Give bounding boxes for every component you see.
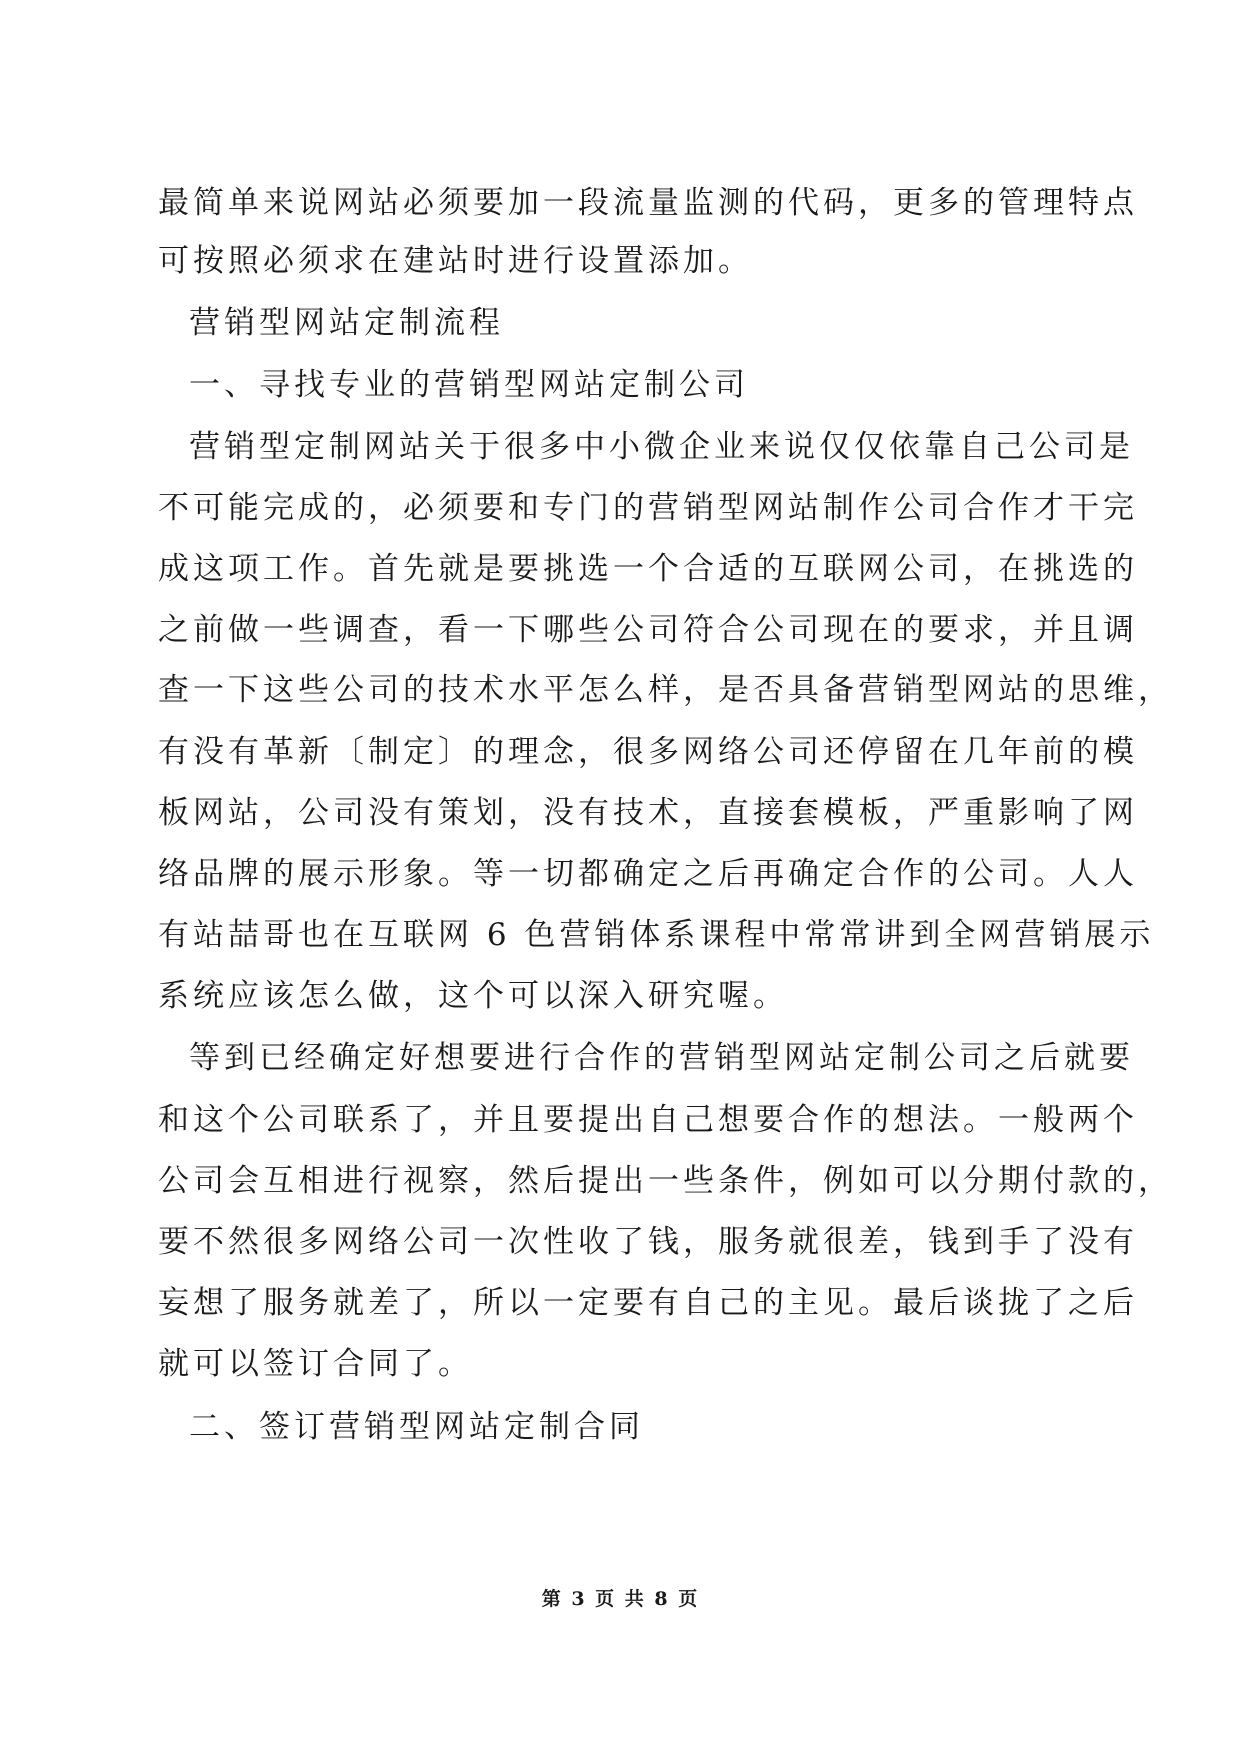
- text-line: 公司会互相进行视察，然后提出一些条件，例如可以分期付款的，: [158, 1163, 1173, 1199]
- text-line: 最简单来说网站必须要加一段流量监测的代码，更多的管理特点: [158, 185, 1138, 221]
- section-heading: 一、寻找专业的营销型网站定制公司: [189, 367, 749, 403]
- text-line: 就可以签订合同了。: [158, 1346, 473, 1382]
- section-heading: 营销型网站定制流程: [189, 305, 504, 341]
- text-line: 系统应该怎么做，这个可以深入研究喔。: [158, 978, 788, 1014]
- text-line: 查一下这些公司的技术水平怎么样，是否具备营销型网站的思维，: [158, 672, 1173, 708]
- text-line: 可按照必须求在建站时进行设置添加。: [158, 243, 753, 279]
- text-line: 和这个公司联系了，并且要提出自己想要合作的想法。一般两个: [158, 1102, 1138, 1138]
- text-line: 有站喆哥也在互联网 6 色营销体系课程中常常讲到全网营销展示: [158, 917, 1155, 953]
- text-line: 要不然很多网络公司一次性收了钱，服务就很差，钱到手了没有: [158, 1224, 1138, 1260]
- text-line: 妄想了服务就差了，所以一定要有自己的主见。最后谈拢了之后: [158, 1285, 1138, 1321]
- text-line: 营销型定制网站关于很多中小微企业来说仅仅依靠自己公司是: [189, 429, 1134, 465]
- text-line: 成这项工作。首先就是要挑选一个合适的互联网公司，在挑选的: [158, 551, 1138, 587]
- text-line: 有没有革新〔制定〕的理念，很多网络公司还停留在几年前的模: [158, 734, 1138, 770]
- text-line: 不可能完成的，必须要和专门的营销型网站制作公司合作才干完: [158, 490, 1138, 526]
- text-line: 等到已经确定好想要进行合作的营销型网站定制公司之后就要: [189, 1040, 1134, 1076]
- text-line: 络品牌的展示形象。等一切都确定之后再确定合作的公司。人人: [158, 856, 1138, 892]
- text-line: 之前做一些调查，看一下哪些公司符合公司现在的要求，并且调: [158, 612, 1138, 648]
- section-heading: 二、签订营销型网站定制合同: [189, 1409, 644, 1445]
- page-number-footer: 第 3 页 共 8 页: [541, 1588, 700, 1610]
- text-line: 板网站，公司没有策划，没有技术，直接套模板，严重影响了网: [158, 795, 1138, 831]
